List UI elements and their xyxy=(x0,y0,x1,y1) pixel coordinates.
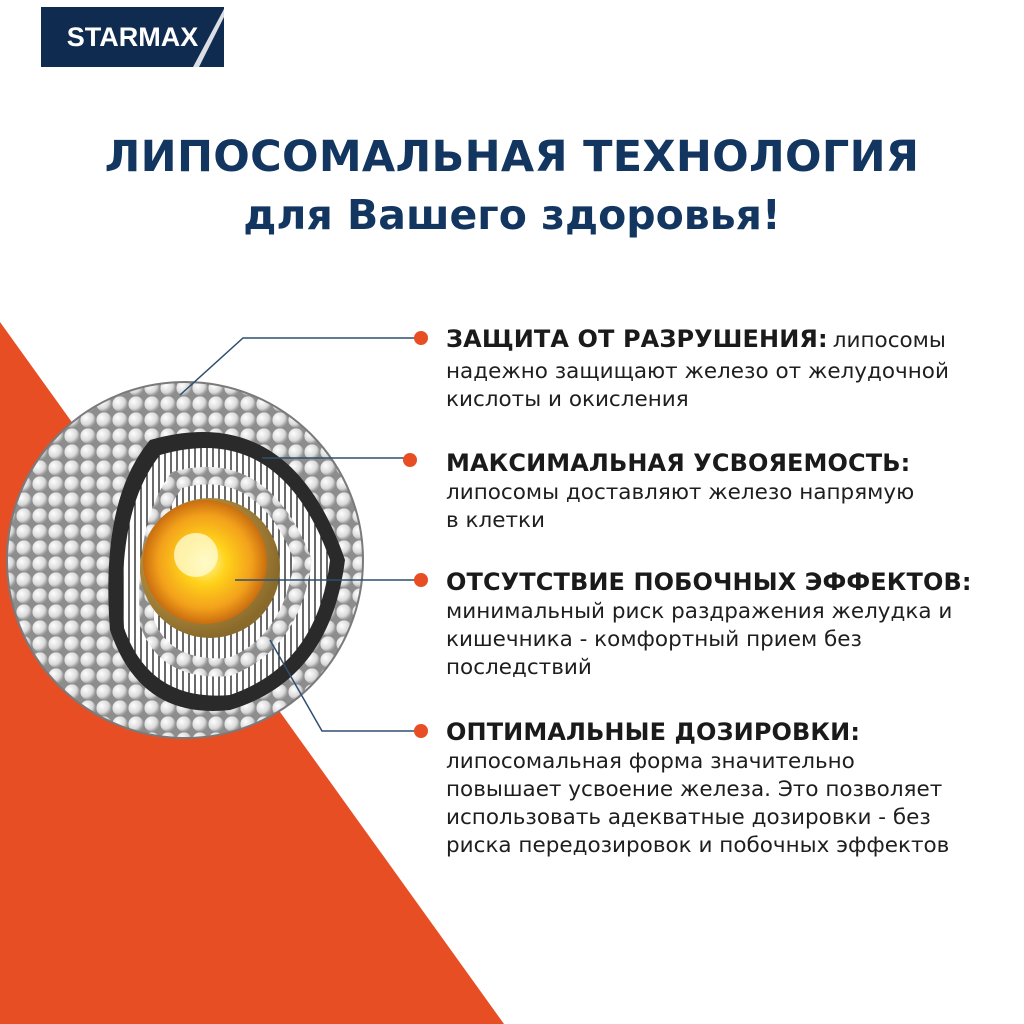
feature-no-side-effects xyxy=(446,566,1006,682)
title-line-2: для Вашего здоровья! xyxy=(243,191,781,239)
feature-absorption xyxy=(446,447,1006,535)
feature-text-line: липосомы доставляют железо напрямую xyxy=(446,480,915,505)
bullet-dot-3 xyxy=(414,573,428,587)
feature-text-line: липосомальная форма значительно xyxy=(446,749,855,774)
feature-heading: МАКСИМАЛЬНАЯ УСВОЯЕМОСТЬ: xyxy=(446,449,911,477)
feature-text-inline: липосомы xyxy=(832,328,946,353)
title-line-1: ЛИПОСОМАЛЬНАЯ ТЕХНОЛОГИЯ xyxy=(104,132,920,182)
feature-text-line: минимальный риск раздражения желудка и xyxy=(446,599,953,624)
bullet-dot-2 xyxy=(403,453,417,467)
bullet-dot-1 xyxy=(414,331,428,345)
feature-text-line: кишечника - комфортный прием без xyxy=(446,627,862,652)
feature-text-line: в клетки xyxy=(446,508,545,533)
feature-heading: ОПТИМАЛЬНЫЕ ДОЗИРОВКИ: xyxy=(446,718,861,746)
feature-text-line: использовать адекватные дозировки - без xyxy=(446,805,931,830)
bullet-dot-4 xyxy=(414,724,428,738)
feature-heading: ОТСУТСТВИЕ ПОБОЧНЫХ ЭФФЕКТОВ: xyxy=(446,568,972,596)
feature-text-line: последствий xyxy=(446,655,592,680)
feature-optimal-dosage xyxy=(446,716,1006,860)
logo-text: STARMAX xyxy=(66,21,199,52)
feature-protection xyxy=(446,323,1006,414)
feature-text-line: повышает усвоение железа. Это позволяет xyxy=(446,777,943,802)
feature-text-line: риска передозировок и побочных эффектов xyxy=(446,833,950,858)
feature-text-line: надежно защищают железо от желудочной xyxy=(446,359,949,384)
feature-text-line: кислоты и окисления xyxy=(446,387,689,412)
feature-heading: ЗАЩИТА ОТ РАЗРУШЕНИЯ: xyxy=(446,325,828,353)
